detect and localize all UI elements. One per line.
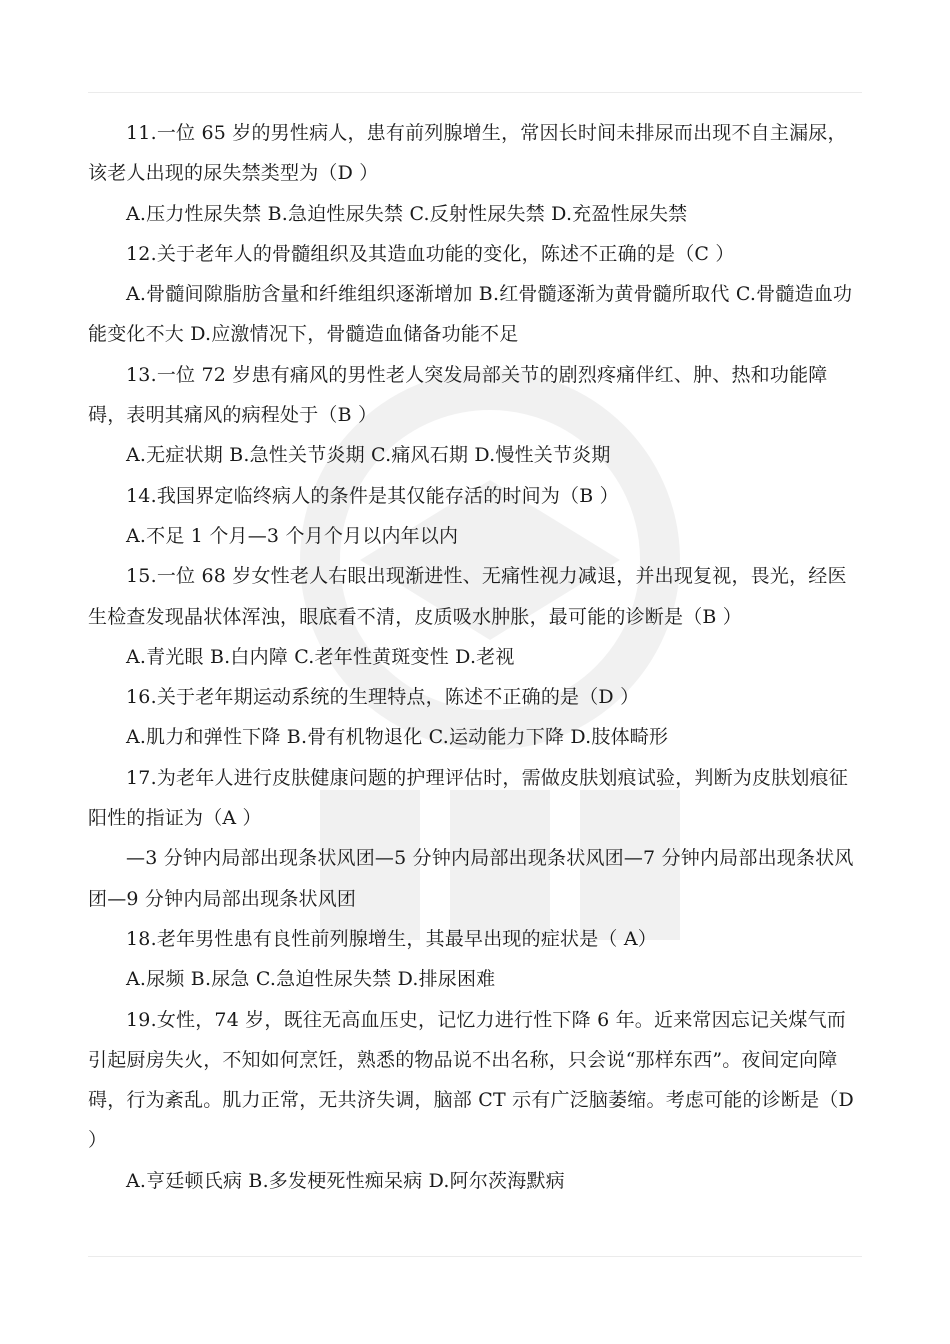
question-17-options: —3 分钟内局部出现条状风团—5 分钟内局部出现条状风团—7 分钟内局部出现条状风团—9 分钟内局部出现条状风团 <box>88 847 854 910</box>
question-11-stem: 11.一位 65 岁的男性病人，患有前列腺增生，常因长时间未排尿而出现不自主漏尿，该老人出现的尿失禁类型为（D ） <box>88 122 847 185</box>
footer-rule <box>88 1256 862 1257</box>
question-16-stem: 16.关于老年期运动系统的生理特点，陈述不正确的是（D ） <box>126 686 640 709</box>
question-19-options: A.亨廷顿氏病 B.多发梗死性痴呆病 D.阿尔茨海默病 <box>126 1169 565 1192</box>
question-16-options: A.肌力和弹性下降 B.骨有机物退化 C.运动能力下降 D.肢体畸形 <box>126 726 669 749</box>
header-rule <box>88 92 862 93</box>
question-13-stem: 13.一位 72 岁患有痛风的男性老人突发局部关节的剧烈疼痛伴红、肿、热和功能障碍，表明其痛风的病程处于（B ） <box>88 363 828 427</box>
question-12-options: A.骨髓间隙脂肪含量和纤维组织逐渐增加 B.红骨髓逐渐为黄骨髓所取代 C.骨髓造血功能变化不大 D.应激情况下，骨髓造血储备功能不足 <box>88 283 853 346</box>
question-15-options: A.青光眼 B.白内障 C.老年性黄斑变性 D.老视 <box>126 645 515 668</box>
question-15-stem: 15.一位 68 岁女性老人右眼出现渐进性、无痛性视力减退，并出现复视，畏光，经医生检查发现晶状体浑浊，眼底看不清，皮质吸水肿胀，最可能的诊断是（B ） <box>88 565 847 628</box>
question-18-stem: 18.老年男性患有良性前列腺增生，其最早出现的症状是（ A） <box>126 927 657 950</box>
question-13-options: A.无症状期 B.急性关节炎期 C.痛风石期 D.慢性关节炎期 <box>126 444 611 467</box>
question-18-options: A.尿频 B.尿急 C.急迫性尿失禁 D.排尿困难 <box>126 968 496 991</box>
question-14-options: A.不足 1 个月—3 个月个月以内年以内 <box>126 524 459 547</box>
question-17-stem: 17.为老年人进行皮肤健康问题的护理评估时，需做皮肤划痕试验，判断为皮肤划痕征阳性的指证为（A ） <box>88 766 849 830</box>
question-19-stem: 19.女性，74 岁，既往无高血压史，记忆力进行性下降 6 年。近来常因忘记关煤气而引起厨房失火，不知如何烹饪，熟悉的物品说不出名称，只会说“那样东西”。夜间定向障碍，行为紊乱。肌力正常，无共济失调，脑部 CT 示有广泛脑萎缩。考虑可能的诊断是（D ） <box>88 1008 854 1152</box>
question-14-stem: 14.我国界定临终病人的条件是其仅能存活的时间为（B ） <box>126 484 619 507</box>
question-12-stem: 12.关于老年人的骨髓组织及其造血功能的变化，陈述不正确的是（C ） <box>126 242 735 265</box>
question-11-options: A.压力性尿失禁 B.急迫性尿失禁 C.反射性尿失禁 D.充盈性尿失禁 <box>126 202 688 225</box>
question-list <box>88 113 864 1201</box>
